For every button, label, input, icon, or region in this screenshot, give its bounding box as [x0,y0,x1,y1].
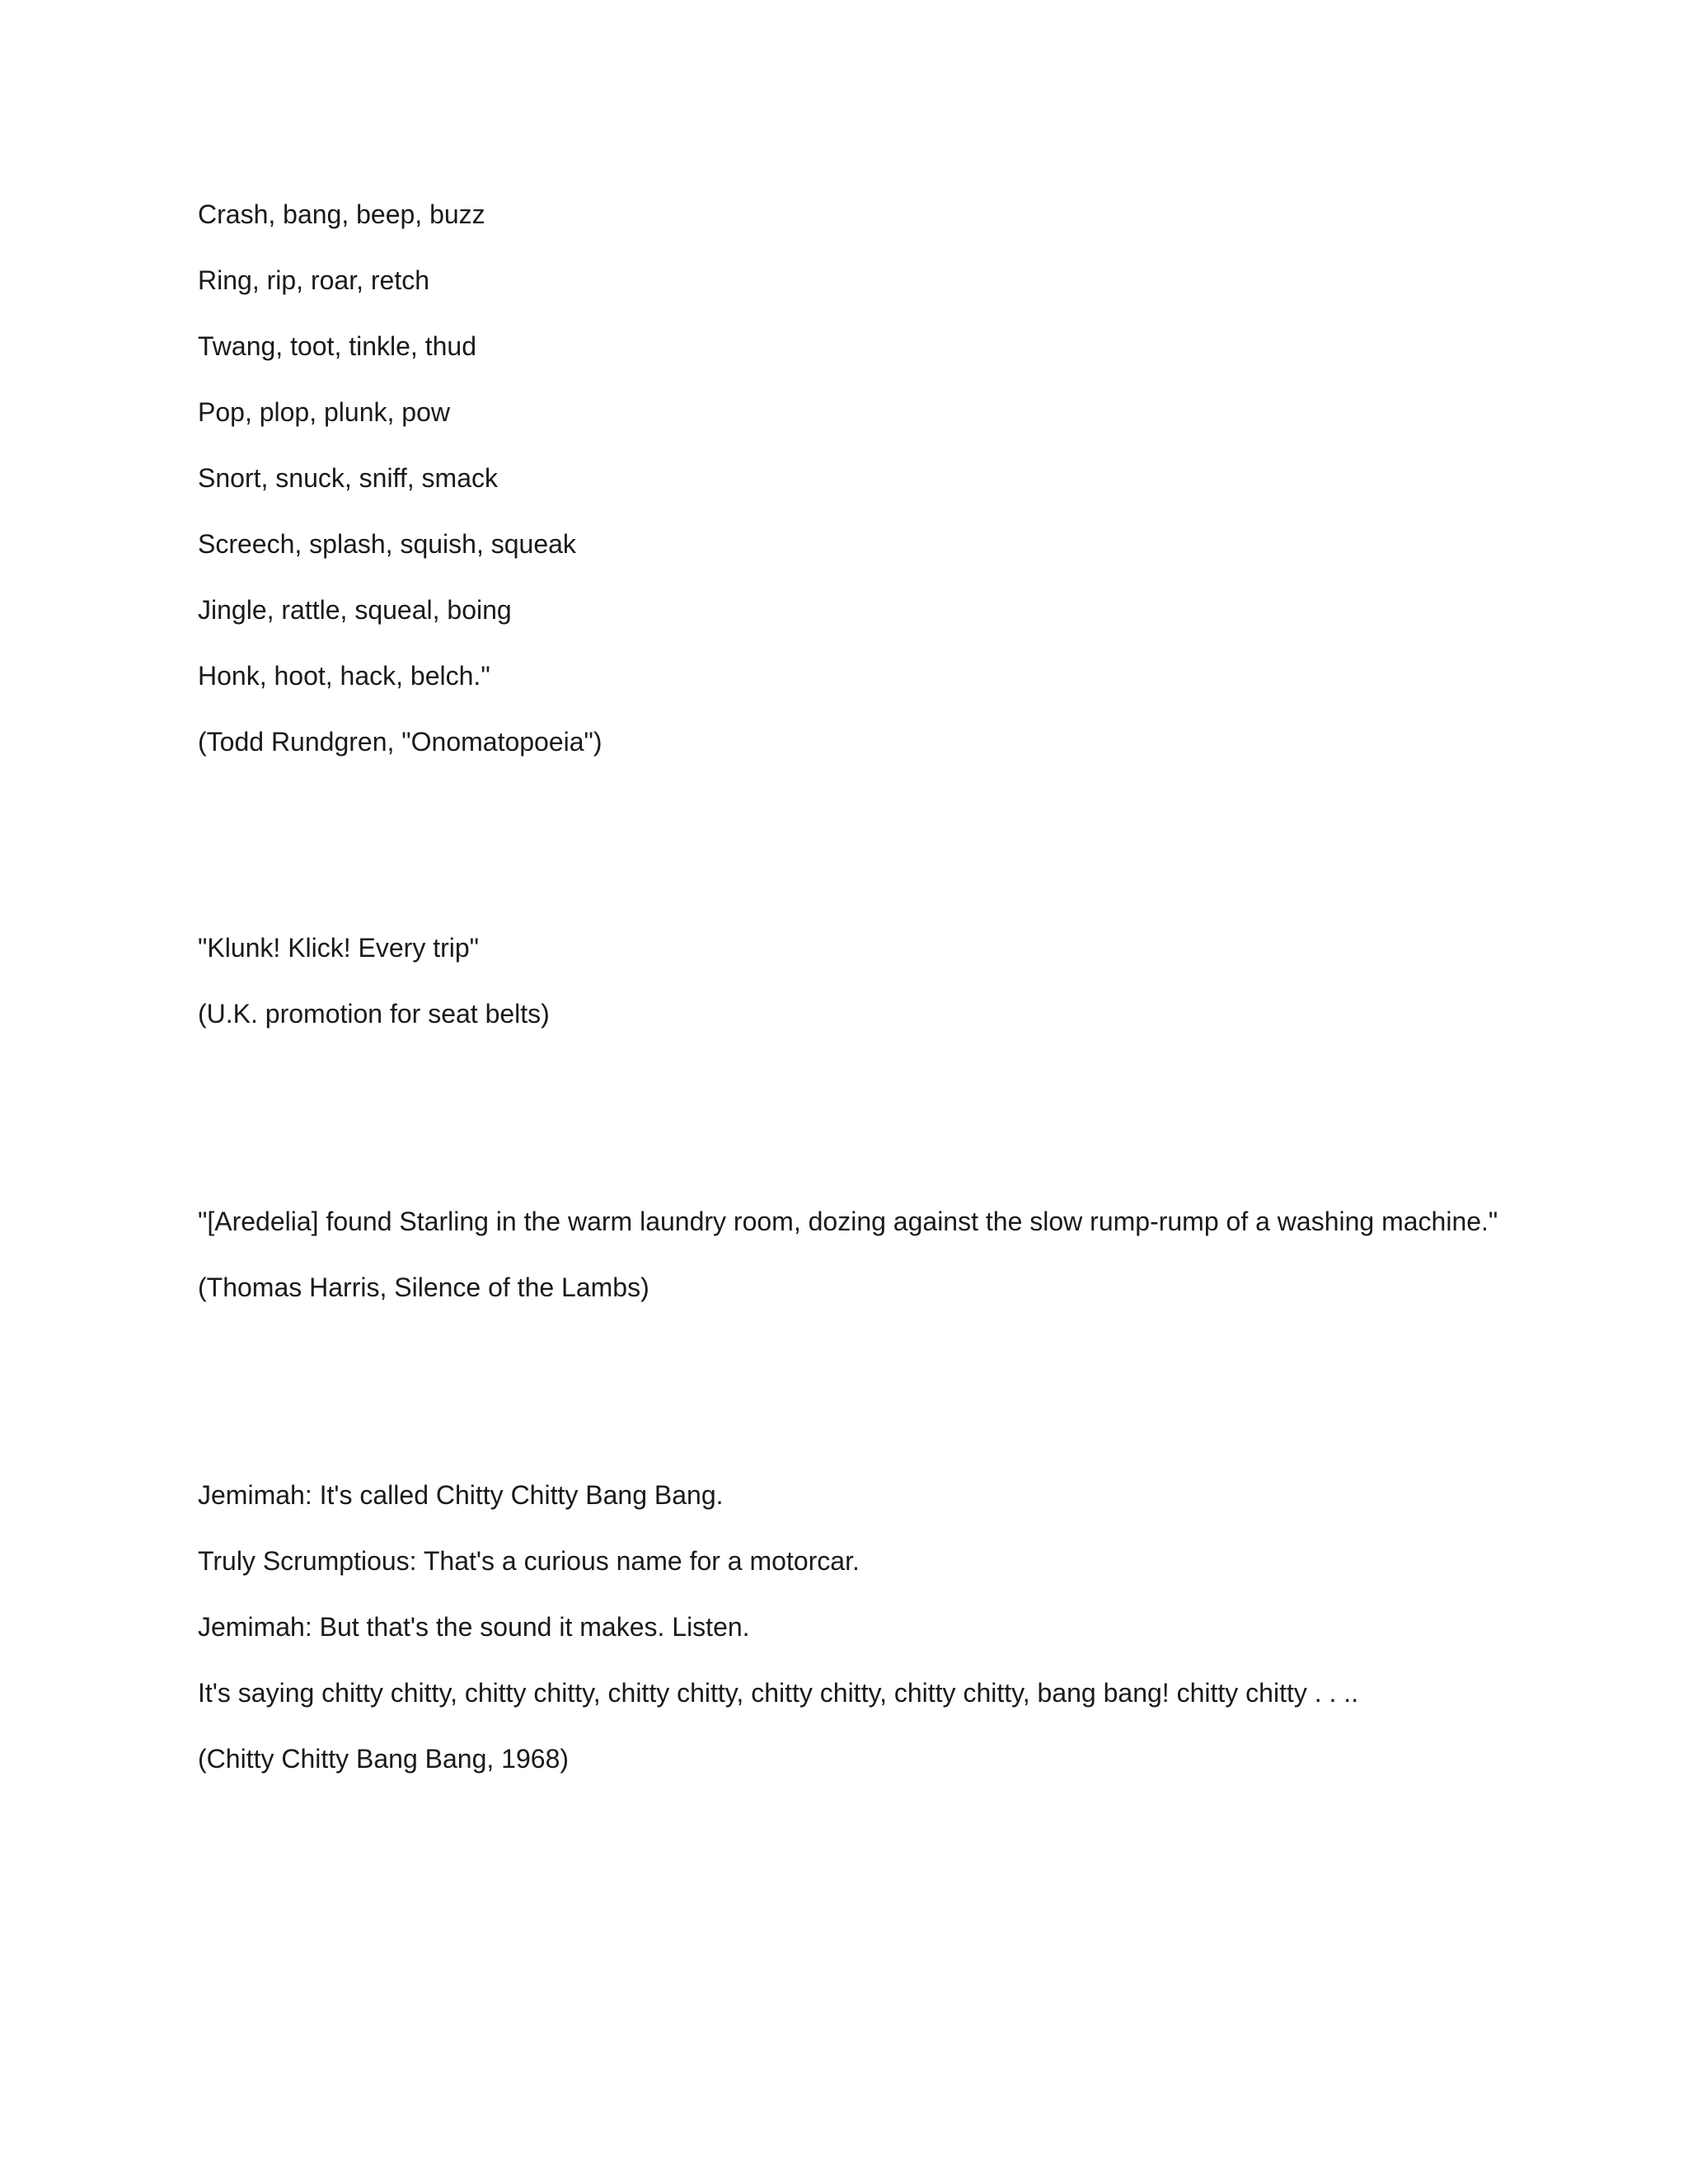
poem-line: Ring, rip, roar, retch [198,265,429,295]
harris-quote: "[Aredelia] found Starling in the warm laundry room, dozing against the slow rump-rump of a washing machine." [198,1207,1498,1236]
poem-line: Crash, bang, beep, buzz [198,199,485,229]
dialogue-line: It's saying chitty chitty, chitty chitty, chitty chitty, chitty chitty, chitty chitty, bang bang! chitty chitty . . .. [198,1678,1359,1708]
dialogue-line: Truly Scrumptious: That's a curious name for a motorcar. [198,1546,860,1576]
harris-excerpt [198,1205,1550,1337]
poem-line: Twang, toot, tinkle, thud [198,331,476,361]
poem-line: Jingle, rattle, squeal, boing [198,595,512,625]
poem-line: Pop, plop, plunk, pow [198,397,450,427]
harris-attribution: (Thomas Harris, Silence of the Lambs) [198,1272,649,1302]
seatbelt-excerpt [198,931,1550,1063]
poem-attribution: (Todd Rundgren, "Onomatopoeia") [198,727,603,757]
dialogue-line: Jemimah: But that's the sound it makes. Listen. [198,1612,750,1642]
poem-line: Honk, hoot, hack, belch." [198,661,490,691]
seatbelt-attribution: (U.K. promotion for seat belts) [198,999,550,1029]
poem-excerpt [198,198,1550,791]
seatbelt-quote: "Klunk! Klick! Every trip" [198,933,480,963]
dialogue-line: Jemimah: It's called Chitty Chitty Bang Bang. [198,1480,724,1510]
poem-line: Snort, snuck, sniff, smack [198,463,498,493]
chitty-attribution: (Chitty Chitty Bang Bang, 1968) [198,1744,570,1774]
chitty-excerpt [198,1479,1550,1808]
poem-line: Screech, splash, squish, squeak [198,529,576,559]
